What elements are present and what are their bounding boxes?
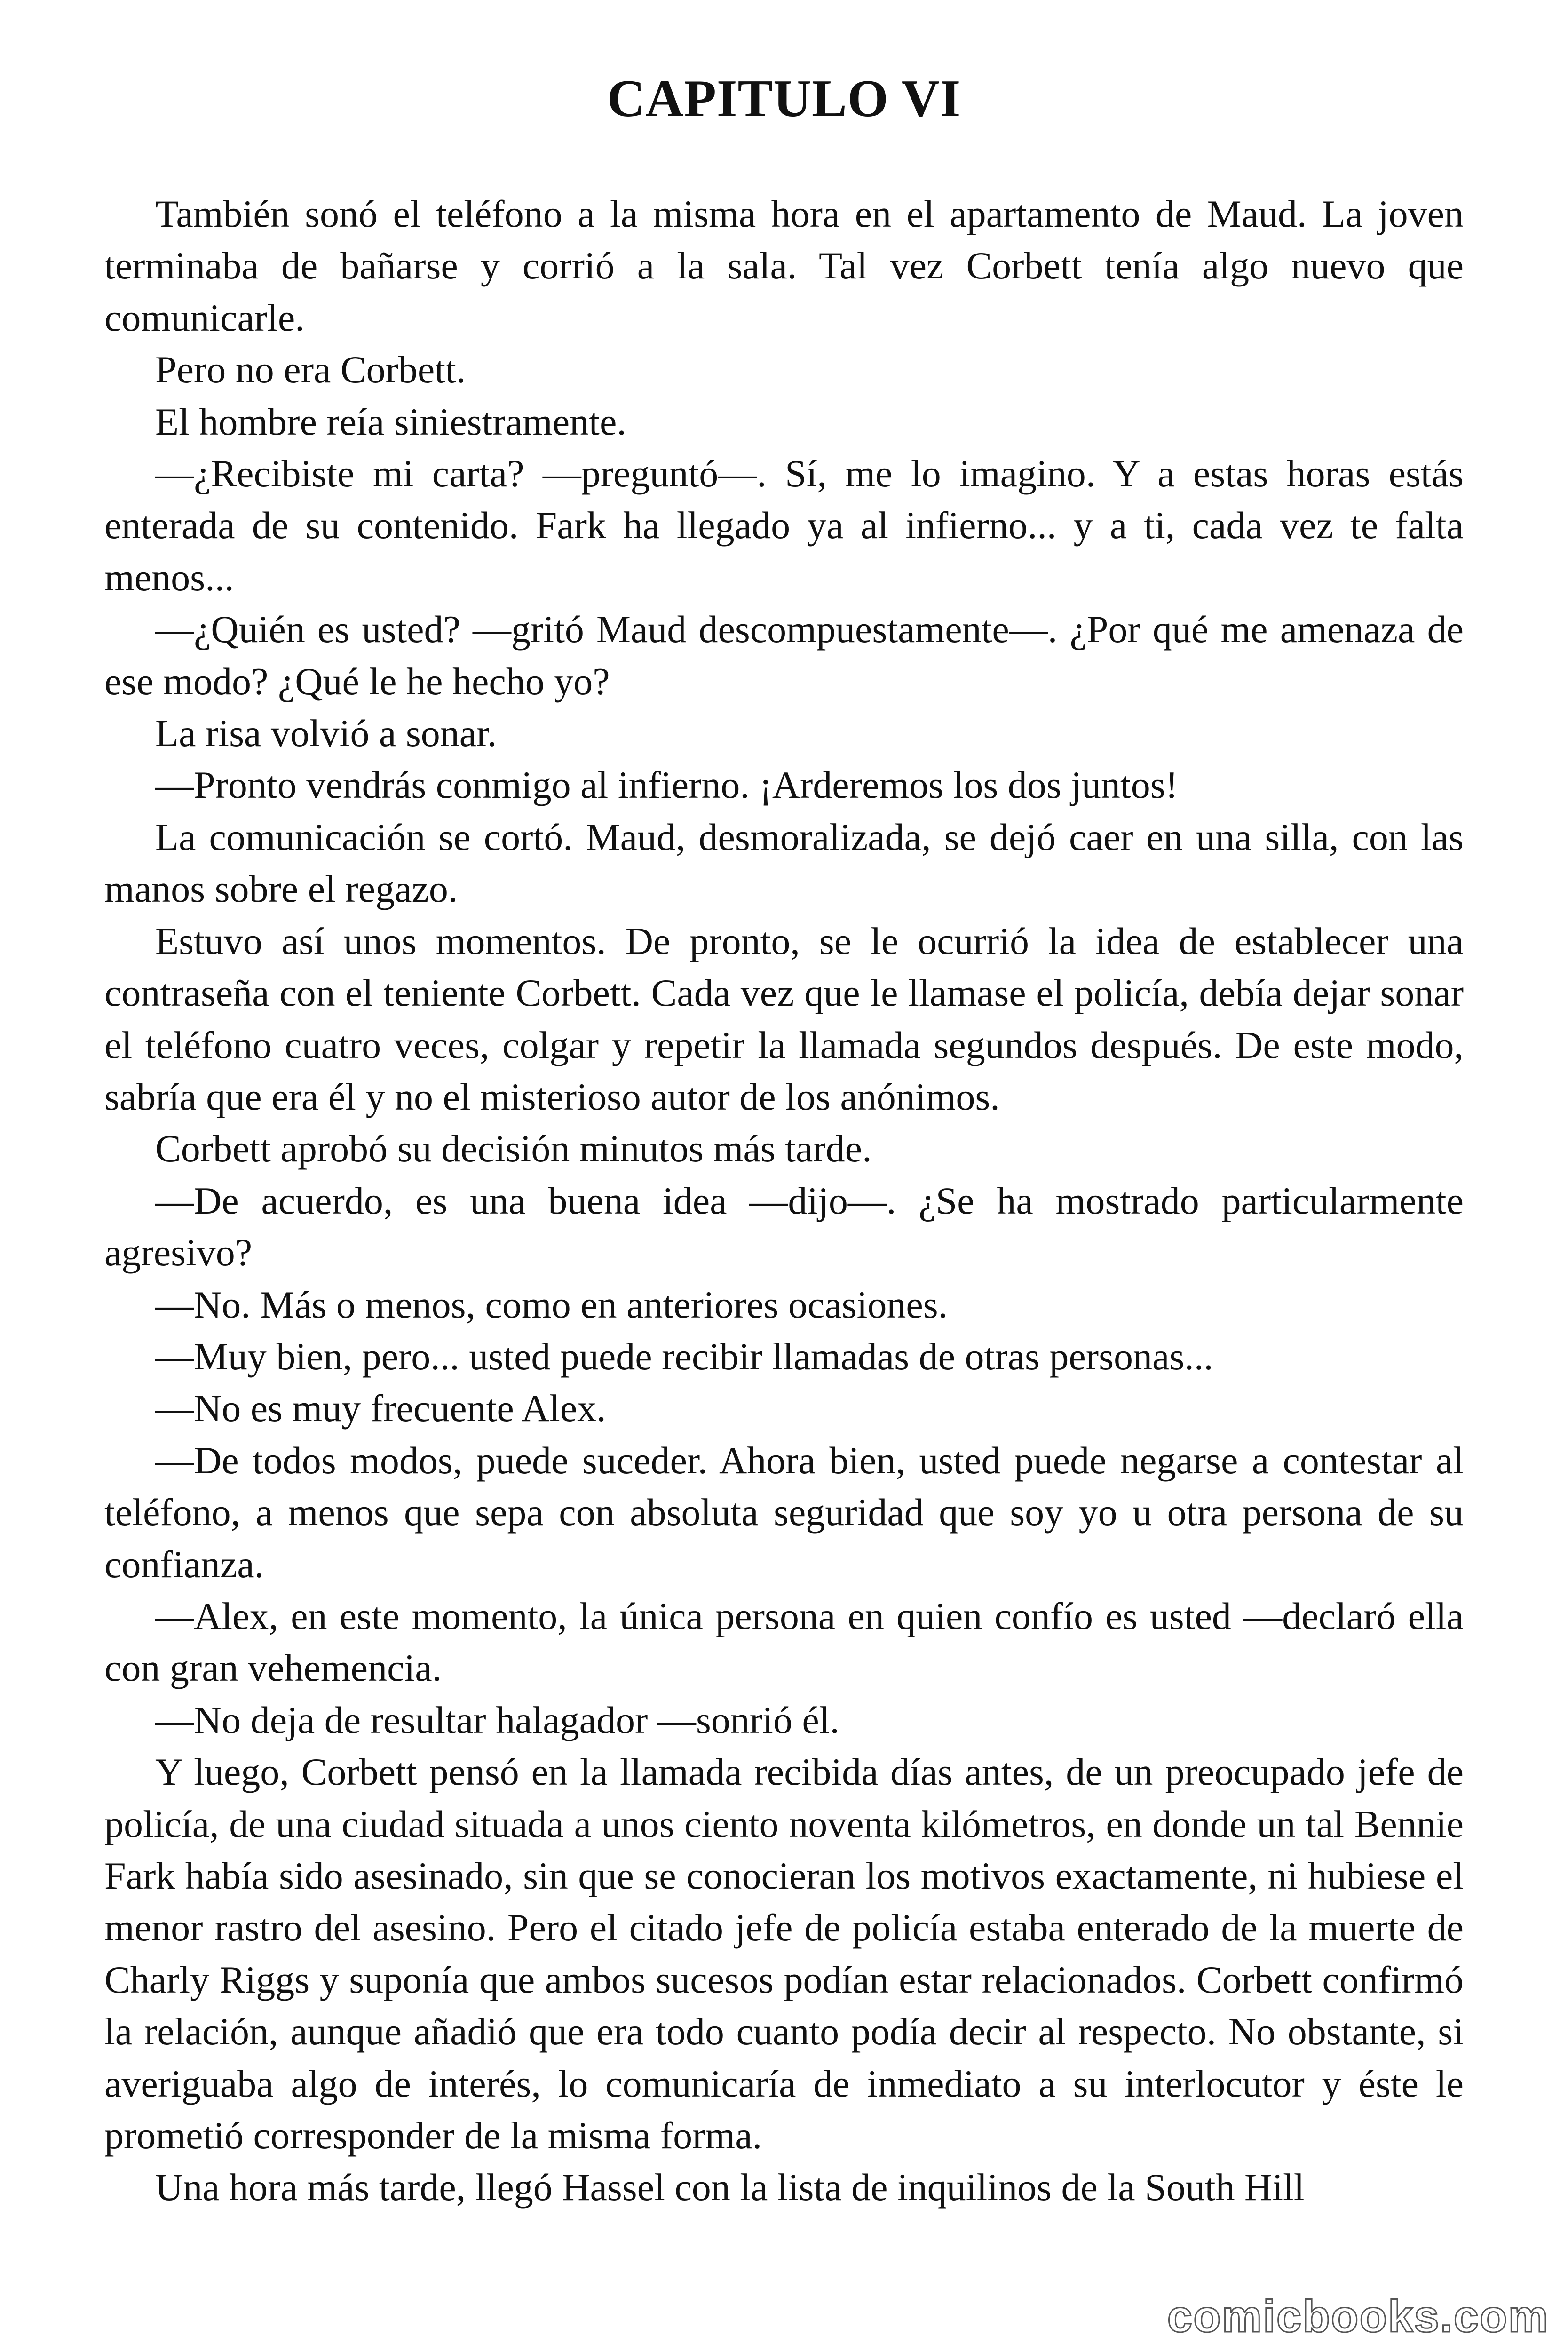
watermark: comicbooks.com [1167, 2291, 1549, 2342]
paragraph: La comunicación se cortó. Maud, desmoralizada, se dejó caer en una silla, con las manos sobre el regazo. [104, 815, 1464, 911]
paragraph: —No deja de resultar halagador —sonrió él. [155, 1698, 840, 1741]
paragraph: —Muy bien, pero... usted puede recibir llamadas de otras personas... [155, 1335, 1213, 1378]
paragraph: El hombre reía siniestramente. [155, 400, 626, 443]
chapter-body [104, 188, 1464, 2214]
paragraph: —¿Recibiste mi carta? —preguntó—. Sí, me lo imagino. Y a estas horas estás enterada de su contenido. Fark ha llegado ya al infierno... y a ti, cada vez te falta menos... [104, 452, 1464, 599]
paragraph: —Alex, en este momento, la única persona en quien confío es usted —declaró ella con gran vehemencia. [104, 1594, 1464, 1690]
paragraph: —No. Más o menos, como en anteriores ocasiones. [155, 1283, 948, 1326]
book-page [104, 0, 1464, 2352]
paragraph: —De todos modos, puede suceder. Ahora bien, usted puede negarse a contestar al teléfono, a menos que sepa con absoluta seguridad que soy yo u otra persona de su confianza. [104, 1438, 1464, 1586]
chapter-title: CAPITULO VI [607, 70, 961, 128]
paragraph: Corbett aprobó su decisión minutos más tarde. [155, 1127, 872, 1170]
paragraph: Estuvo así unos momentos. De pronto, se le ocurrió la idea de establecer una contraseña con el teniente Corbett. Cada vez que le llamase el policía, debía dejar sonar el teléfono cuatro veces, colgar y repetir la llamada segundos después. De este modo, sabría que era él y no el misterioso autor de los anónimos. [104, 919, 1464, 1118]
paragraph: Y luego, Corbett pensó en la llamada recibida días antes, de un preocupado jefe de policía, de una ciudad situada a unos ciento noventa kilómetros, en donde un tal Bennie Fark había sido asesinado, sin que se conocieran los motivos exactamente, ni hubiese el menor rastro del asesino. Pero el citado jefe de policía estaba enterado de la muerte de Charly Riggs y suponía que ambos sucesos podían estar relacionados. Corbett confirmó la relación, aunque añadió que era todo cuanto podía decir al respecto. No obstante, si averiguaba algo de interés, lo comunicaría de inmediato a su interlocutor y éste le prometió corresponder de la misma forma. [104, 1750, 1464, 2157]
paragraph: La risa volvió a sonar. [155, 712, 497, 755]
paragraph: —De acuerdo, es una buena idea —dijo—. ¿Se ha mostrado particularmente agresivo? [104, 1179, 1464, 1274]
paragraph: —¿Quién es usted? —gritó Maud descompuestamente—. ¿Por qué me amenaza de ese modo? ¿Qué le he hecho yo? [104, 608, 1464, 703]
paragraph: —No es muy frecuente Alex. [155, 1387, 606, 1430]
paragraph: Una hora más tarde, llegó Hassel con la lista de inquilinos de la South Hill [155, 2166, 1305, 2209]
paragraph: Pero no era Corbett. [155, 348, 466, 391]
paragraph: —Pronto vendrás conmigo al infierno. ¡Arderemos los dos juntos! [155, 763, 1178, 807]
paragraph: También sonó el teléfono a la misma hora en el apartamento de Maud. La joven terminaba de bañarse y corrió a la sala. Tal vez Corbett tenía algo nuevo que comunicarle. [104, 192, 1464, 339]
